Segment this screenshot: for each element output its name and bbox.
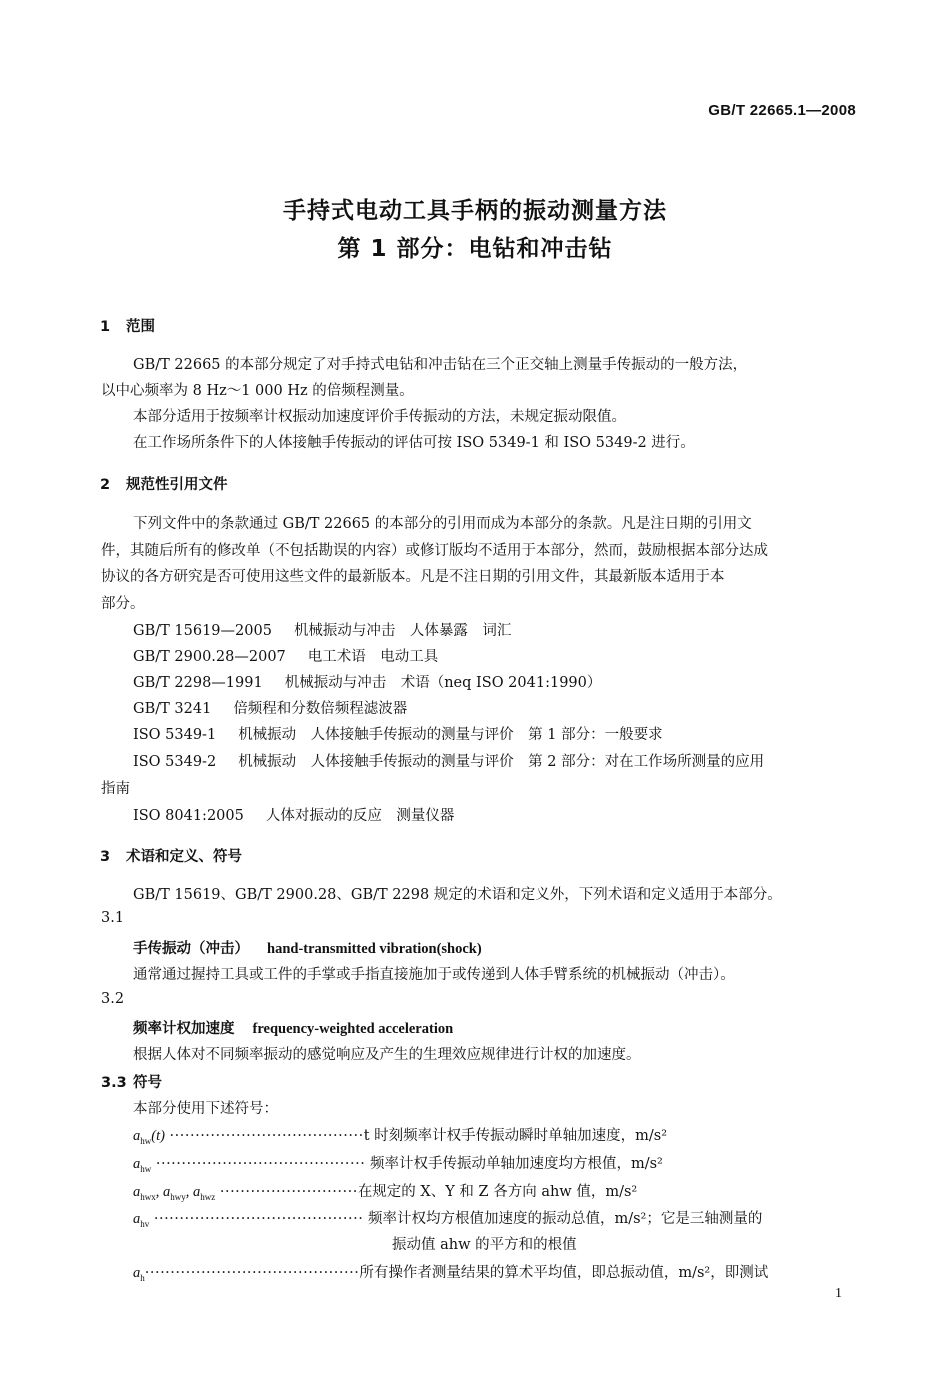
reference-title: 机械振动与冲击 人体暴露 词汇 [293, 623, 512, 639]
term-definition: 通常通过握持工具或工件的手掌或手指直接施加于或传递到人体手臂系统的机械振动（冲击）。 [133, 967, 735, 983]
section-title: 规范性引用文件 [126, 477, 228, 493]
clause-3-3-heading [101, 1071, 162, 1092]
symbol-ahw: $a_{hw}$ [133, 1156, 152, 1174]
paragraph: 件，其随后所有的修改单（不包括勘误的内容）或修订版均不适用于本部分，然而，鼓励根据本部分达成 [101, 543, 768, 559]
reference-item [133, 671, 601, 692]
paragraph: GB/T 15619、GB/T 2900.28、GB/T 2298 规定的术语和定义外，下列术语和定义适用于本部分。 [133, 887, 782, 903]
standard-number: GB/T 22665.1—2008 [708, 102, 856, 119]
leader-dots: ········································· [153, 1211, 364, 1227]
reference-code: GB/T 2298—1991 [133, 675, 263, 691]
document-title-line2: 第 1 部分：电钻和冲击钻 [337, 236, 613, 262]
clause-number-3-2: 3.2 [101, 991, 125, 1007]
reference-code: ISO 8041:2005 [133, 808, 244, 824]
page-number: 1 [835, 1286, 842, 1301]
term-entry [133, 1017, 453, 1038]
reference-title: 电工术语 电动工具 [307, 649, 439, 665]
term-definition: 根据人体对不同频率振动的感觉响应及产生的生理效应规律进行计权的加速度。 [133, 1047, 641, 1063]
symbol-ahv: $a_{hv}$ [133, 1211, 150, 1229]
section-title: 范围 [126, 319, 155, 335]
symbol-row [133, 1261, 768, 1283]
reference-item [133, 750, 764, 771]
symbol-row [133, 1180, 637, 1202]
leader-dots: ······································ [169, 1128, 364, 1144]
symbol-description: 所有操作者测量结果的算术平均值，即总振动值，m/s²，即测试 [359, 1265, 769, 1281]
reference-title: 倍频程和分数倍频程滤波器 [233, 701, 408, 717]
symbol-ah: $a_h$ [133, 1265, 145, 1283]
document-title-line1: 手持式电动工具手柄的振动测量方法 [283, 198, 667, 224]
leader-dots: ··························· [219, 1184, 358, 1200]
section-2-heading [100, 473, 228, 494]
section-number: 1 [100, 319, 111, 335]
paragraph: 本部分适用于按频率计权振动加速度评价手传振动的方法，未规定振动限值。 [133, 409, 626, 425]
reference-code: GB/T 15619—2005 [133, 623, 272, 639]
paragraph: 本部分使用下述符号： [133, 1101, 278, 1117]
section-number: 3 [100, 849, 111, 865]
paragraph: 以中心频率为 8 Hz～1 000 Hz 的倍频程测量。 [101, 383, 414, 399]
reference-code: ISO 5349-2 [133, 754, 217, 770]
reference-item [133, 697, 407, 718]
reference-code: ISO 5349-1 [133, 727, 217, 743]
reference-title: 机械振动与冲击 术语（neq ISO 2041:1990） [284, 675, 602, 691]
symbol-row [133, 1124, 667, 1146]
reference-item [133, 645, 438, 666]
symbol-description: 频率计权手传振动单轴加速度均方根值，m/s² [369, 1156, 663, 1172]
paragraph: GB/T 22665 的本部分规定了对手持式电钻和冲击钻在三个正交轴上测量手传振动的一般方法， [133, 357, 748, 373]
symbol-row [133, 1207, 762, 1229]
section-3-heading [100, 845, 242, 866]
symbol-description: 频率计权均方根值加速度的振动总值，m/s²；它是三轴测量的 [367, 1211, 763, 1227]
reference-item [133, 619, 511, 640]
reference-code: GB/T 3241 [133, 701, 212, 717]
paragraph: 下列文件中的条款通过 GB/T 22665 的本部分的引用而成为本部分的条款。凡是注日期的引用文 [133, 516, 752, 532]
symbol-ahwxyz: $a_{hwx}$, $a_{hwy}$, $a_{hwz}$ [133, 1184, 216, 1202]
section-1-heading [100, 315, 155, 336]
reference-code: GB/T 2900.28—2007 [133, 649, 286, 665]
leader-dots: ·········································· [144, 1265, 360, 1281]
reference-item-continuation: 指南 [101, 781, 130, 797]
term-entry [133, 937, 482, 958]
reference-title: 机械振动 人体接触手传振动的测量与评价 第 2 部分：对在工作场所测量的应用 [238, 754, 765, 770]
section-title: 术语和定义、符号 [126, 849, 242, 865]
term-chinese: 频率计权加速度 [133, 1021, 235, 1037]
paragraph: 在工作场所条件下的人体接触手传振动的评估可按 ISO 5349-1 和 ISO 5349-2 进行。 [133, 435, 695, 451]
symbol-row [133, 1152, 663, 1174]
reference-title: 人体对振动的反应 测量仪器 [265, 808, 455, 824]
symbol-description: 在规定的 X、Y 和 Z 各方向 ahw 值，m/s² [357, 1184, 638, 1200]
symbol-description-continuation: 振动值 ahw 的平方和的根值 [392, 1237, 577, 1253]
clause-number-3-1: 3.1 [101, 910, 125, 926]
paragraph: 协议的各方研究是否可使用这些文件的最新版本。凡是不注日期的引用文件，其最新版本适用于本 [101, 569, 725, 585]
section-number: 2 [100, 477, 111, 493]
reference-title: 机械振动 人体接触手传振动的测量与评价 第 1 部分：一般要求 [238, 727, 663, 743]
term-english: hand-transmitted vibration(shock) [267, 941, 482, 957]
clause-title: 符号 [133, 1075, 162, 1091]
leader-dots: ········································· [155, 1156, 366, 1172]
term-chinese: 手传振动（冲击） [133, 941, 249, 957]
term-english: frequency-weighted acceleration [252, 1021, 454, 1037]
reference-item [133, 804, 454, 825]
clause-number: 3.3 [101, 1075, 127, 1091]
symbol-ahw-t: $a_{hw}(t)$ [133, 1128, 165, 1146]
symbol-description: t 时刻频率计权手传振动瞬时单轴加速度，m/s² [363, 1128, 668, 1144]
reference-item [133, 723, 663, 744]
paragraph: 部分。 [101, 596, 145, 612]
